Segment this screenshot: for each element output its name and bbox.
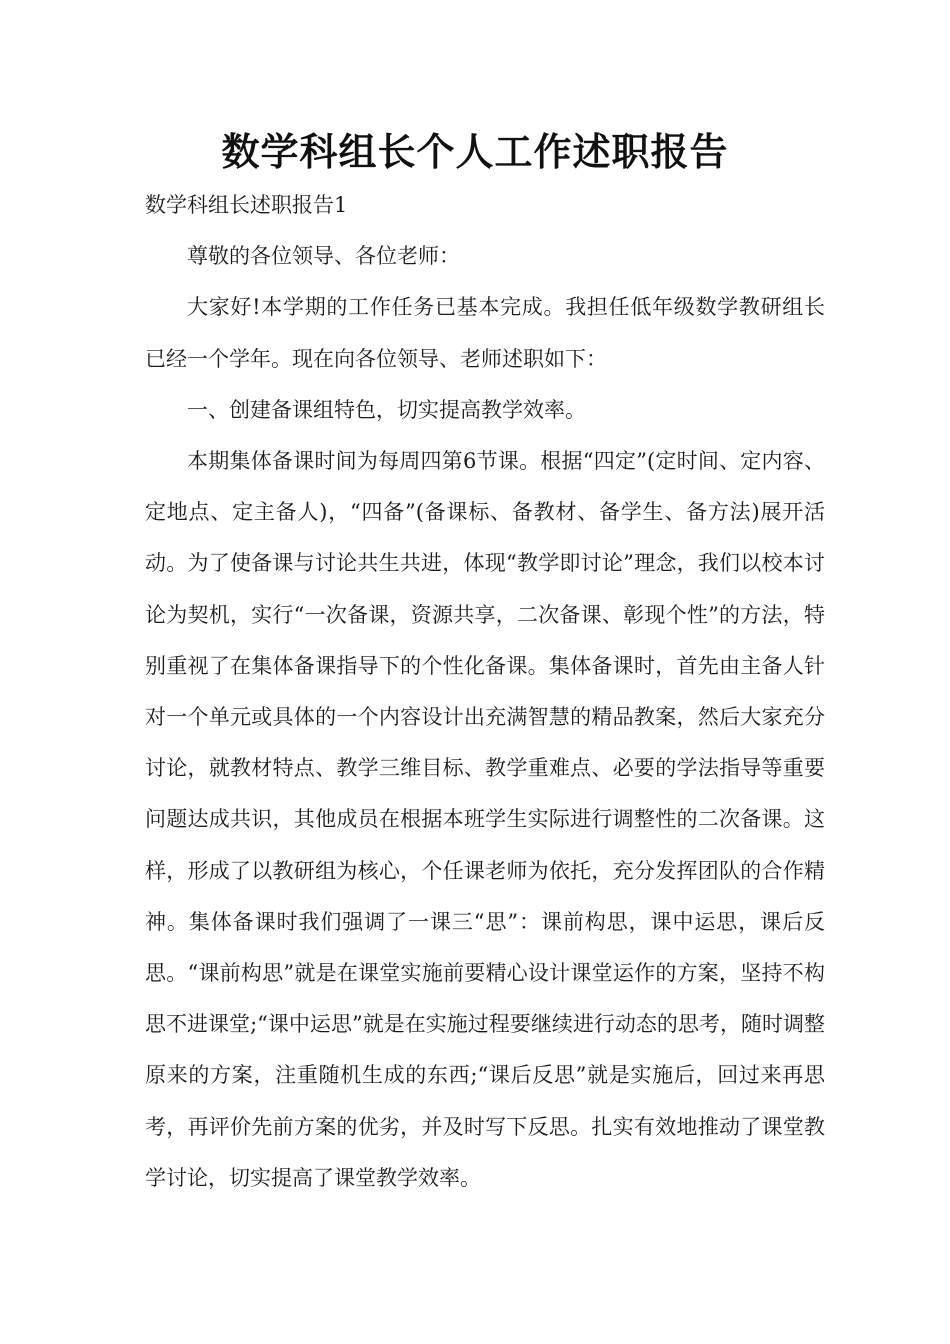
document-title: 数学科组长个人工作述职报告 [221, 130, 729, 174]
salutation-paragraph: 尊敬的各位领导、各位老师： [187, 244, 460, 269]
document-body [145, 180, 825, 1204]
body-paragraph: 本期集体备课时间为每周四第6节课。根据“四定”(定时间、定内容、定地点、定主备人)，“四备”(备课标、备教材、备学生、备方法)展开活动。为了使备课与讨论共生共进，体现“教学即讨论”理念，我们以校本讨论为契机，实行“一次备课，资源共享，二次备课、彰现个性”的方法，特别重视了在集体备课指导下的个性化备课。集体备课时，首先由主备人针对一个单元或具体的一个内容设计出充满智慧的精品教案，然后大家充分讨论，就教材特点、教学三维目标、教学重难点、必要的学法指导等重要问题达成共识，其他成员在根据本班学生实际进行调整性的二次备课。这样，形成了以教研组为核心，个任课老师为依托，充分发挥团队的合作精神。集体备课时我们强调了一课三“思”：课前构思，课中运思，课后反思。“课前构思”就是在课堂实施前要精心设计课堂运作的方案，坚持不构思不进课堂;“课中运思”就是在实施过程要继续进行动态的思考，随时调整原来的方案，注重随机生成的东西;“课后反思”就是实施后，回过来再思考，再评价先前方案的优劣，并及时写下反思。扎实有效地推动了课堂教学讨论，切实提高了课堂教学效率。 [145, 449, 825, 1190]
intro-paragraph: 大家好!本学期的工作任务已基本完成。我担任低年级数学教研组长已经一个学年。现在向各位领导、老师述职如下： [145, 295, 825, 371]
document-subtitle: 数学科组长述职报告1 [145, 193, 348, 217]
section-heading: 一、创建备课组特色，切实提高教学效率。 [187, 397, 586, 422]
